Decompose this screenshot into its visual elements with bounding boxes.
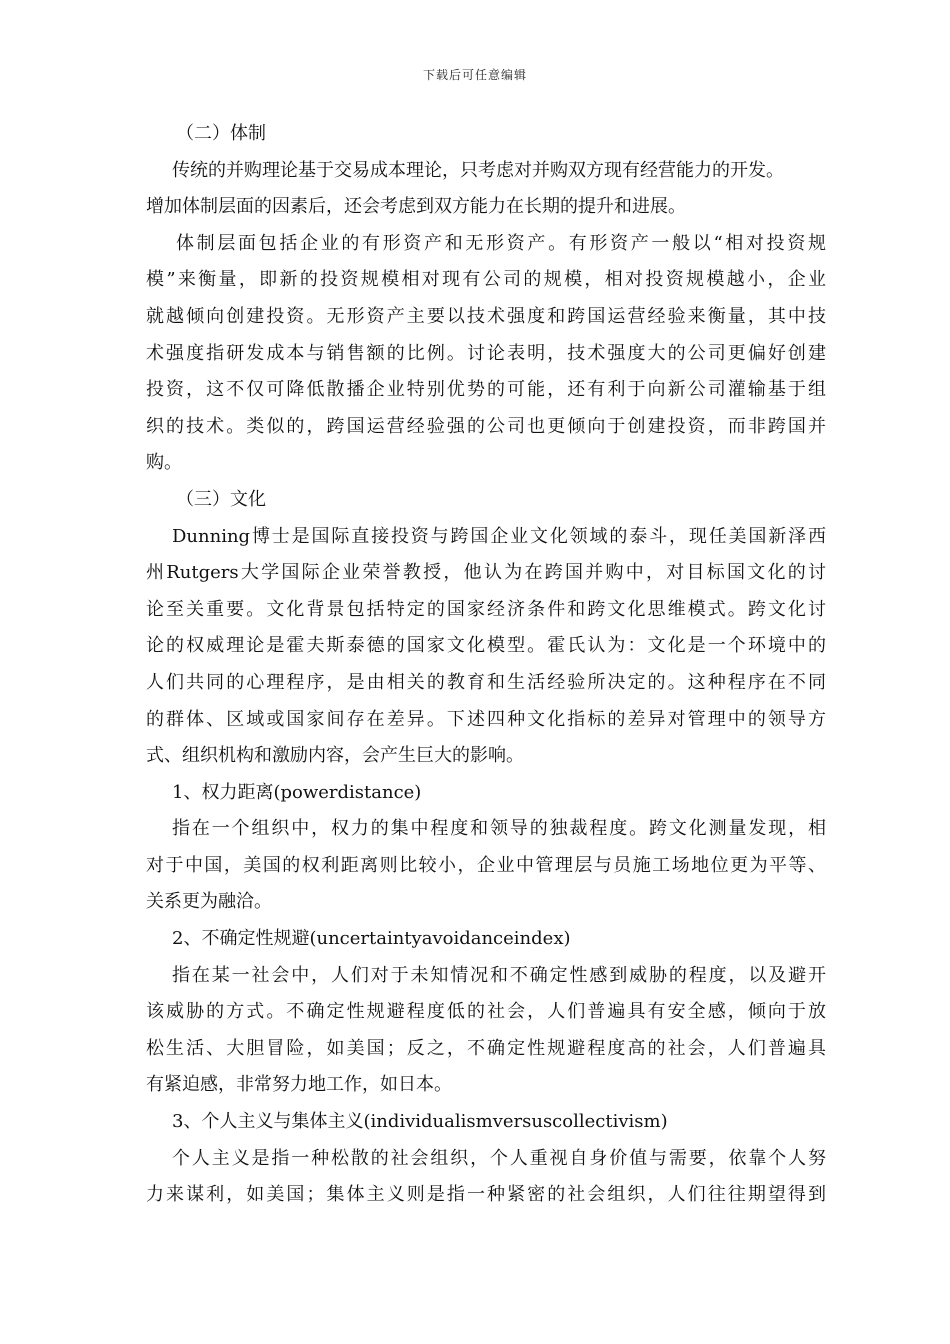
text-line: 1、权力距离(powerdistance): [172, 781, 422, 803]
text-line: 关系更为融洽。: [146, 891, 272, 913]
text-line: 2、不确定性规避(uncertaintyavoidanceindex): [172, 928, 571, 950]
text-line: 指在一个组织中，权力的集中程度和领导的独裁程度。跨文化测量发现，相: [172, 818, 826, 840]
text-line: 式、组织机构和激励内容，会产生巨大的影响。: [146, 745, 524, 767]
page-header: 下载后可任意编辑: [422, 68, 527, 82]
text-line: 就越倾向创建投资。无形资产主要以技术强度和跨国运营经验来衡量，其中技: [146, 305, 826, 327]
text-line: 州Rutgers大学国际企业荣誉教授，他认为在跨国并购中，对目标国文化的讨: [146, 562, 826, 584]
text-line: （三）文化: [176, 488, 266, 510]
text-line: 传统的并购理论基于交易成本理论，只考虑对并购双方现有经营能力的开发。: [172, 159, 784, 181]
text-line: （二）体制: [176, 123, 266, 144]
text-line: Dunning博士是国际直接投资与跨国企业文化领域的泰斗，现任美国新泽西: [172, 525, 826, 547]
text-line: 论至关重要。文化背景包括特定的国家经济条件和跨文化思维模式。跨文化讨: [146, 598, 826, 620]
text-line: 体制层面包括企业的有形资产和无形资产。有形资产一般以“相对投资规: [176, 232, 826, 254]
text-line: 术强度指研发成本与销售额的比例。讨论表明，技术强度大的公司更偏好创建: [146, 342, 826, 364]
text-line: 购。: [146, 452, 182, 474]
text-line: 指在某一社会中，人们对于未知情况和不确定性感到威胁的程度，以及避开: [172, 964, 826, 986]
text-line: 该威胁的方式。不确定性规避程度低的社会，人们普遍具有安全感，倾向于放: [146, 1001, 826, 1023]
text-line: 增加体制层面的因素后，还会考虑到双方能力在长期的提升和进展。: [146, 196, 686, 218]
text-line: 松生活、大胆冒险，如美国；反之，不确定性规避程度高的社会，人们普遍具: [146, 1037, 826, 1059]
text-line: 个人主义是指一种松散的社会组织，个人重视自身价值与需要，依靠个人努: [172, 1147, 826, 1169]
text-line: 对于中国，美国的权利距离则比较小，企业中管理层与员施工场地位更为平等、: [146, 854, 826, 876]
text-line: 力来谋利，如美国；集体主义则是指一种紧密的社会组织，人们往往期望得到: [146, 1184, 826, 1206]
text-line: 3、个人主义与集体主义(individualismversuscollectivism): [172, 1111, 668, 1133]
text-line: 投资，这不仅可降低散播企业特别优势的可能，还有利于向新公司灌输基于组: [146, 379, 826, 401]
text-line: 论的权威理论是霍夫斯泰德的国家文化模型。霍氏认为：文化是一个环境中的: [146, 635, 826, 657]
text-line: 有紧迫感，非常努力地工作，如日本。: [146, 1074, 452, 1096]
text-line: 的群体、区域或国家间存在差异。下述四种文化指标的差异对管理中的领导方: [146, 708, 826, 730]
document-body: [146, 116, 826, 1214]
text-line: 模”来衡量，即新的投资规模相对现有公司的规模，相对投资规模越小，企业: [146, 269, 826, 291]
text-line: 织的技术。类似的，跨国运营经验强的公司也更倾向于创建投资，而非跨国并: [146, 415, 826, 437]
text-line: 人们共同的心理程序，是由相关的教育和生活经验所决定的。这种程序在不同: [146, 671, 826, 693]
